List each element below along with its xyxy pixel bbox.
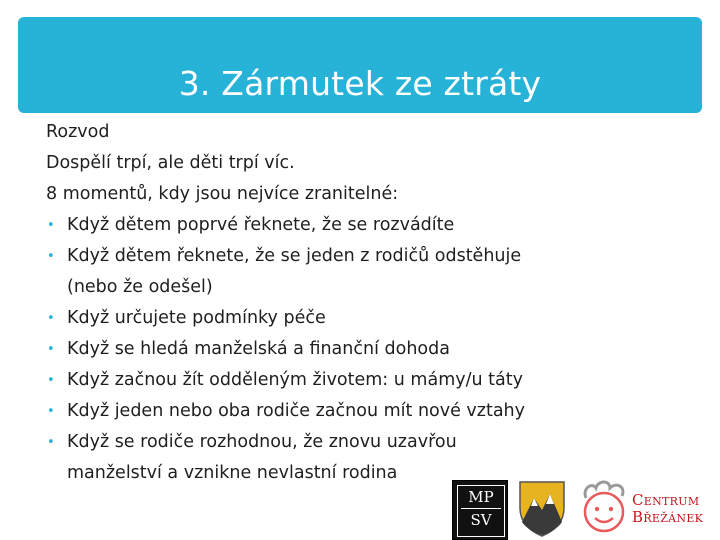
intro-line: 8 momentů, kdy jsou nejvíce zranitelné:: [46, 184, 399, 204]
bullet-item: [46, 365, 686, 396]
title-banner: [18, 17, 702, 113]
logo-strip: [450, 478, 720, 540]
intro-line: Rozvod: [46, 122, 110, 142]
centrum-line1: Centrum: [632, 491, 700, 509]
bullet-item: [46, 210, 686, 241]
bullet-icon: •: [47, 249, 55, 264]
bullet-icon: •: [47, 342, 55, 357]
bullet-text: Když začnou žít odděleným životem: u mámy/u táty: [67, 370, 523, 390]
bullet-item: [46, 303, 686, 334]
bullet-text: Když se rodiče rozhodnou, že znovu uzavřou: [67, 432, 457, 452]
bullet-list: [46, 210, 686, 489]
centrum-brezanek-logo: [632, 492, 703, 526]
intro-line: Dospělí trpí, ale děti trpí víc.: [46, 153, 295, 173]
mpsv-logo-bottom: SV: [470, 511, 492, 529]
bullet-text: Když se hledá manželská a finanční dohoda: [67, 339, 450, 359]
bullet-icon: •: [47, 373, 55, 388]
bullet-icon: •: [47, 311, 55, 326]
bullet-text: Když jeden nebo oba rodiče začnou mít nové vztahy: [67, 401, 525, 421]
bullet-text: (nebo že odešel): [67, 277, 213, 297]
bullet-icon: •: [47, 404, 55, 419]
bullet-text: Když dětem poprvé řeknete, že se rozvádíte: [67, 215, 455, 235]
bullet-text: Když dětem řeknete, že se jeden z rodičů odstěhuje: [67, 246, 522, 266]
municipal-crest-logo: [516, 478, 568, 538]
bullet-text: manželství a vznikne nevlastní rodina: [67, 463, 398, 483]
child-face-logo: [578, 480, 634, 538]
bullet-item: [46, 396, 686, 427]
centrum-line2: Břežánek: [632, 508, 704, 526]
bullet-icon: •: [47, 218, 55, 233]
bullet-item: [46, 241, 686, 303]
mpsv-logo: [452, 480, 508, 540]
bullet-icon: •: [47, 435, 55, 450]
slide-title: 3. Zármutek ze ztráty: [178, 64, 542, 103]
bullet-item: [46, 334, 686, 365]
mpsv-logo-top: MP: [468, 488, 494, 506]
bullet-text: Když určujete podmínky péče: [67, 308, 326, 328]
slide-content: [46, 117, 686, 489]
